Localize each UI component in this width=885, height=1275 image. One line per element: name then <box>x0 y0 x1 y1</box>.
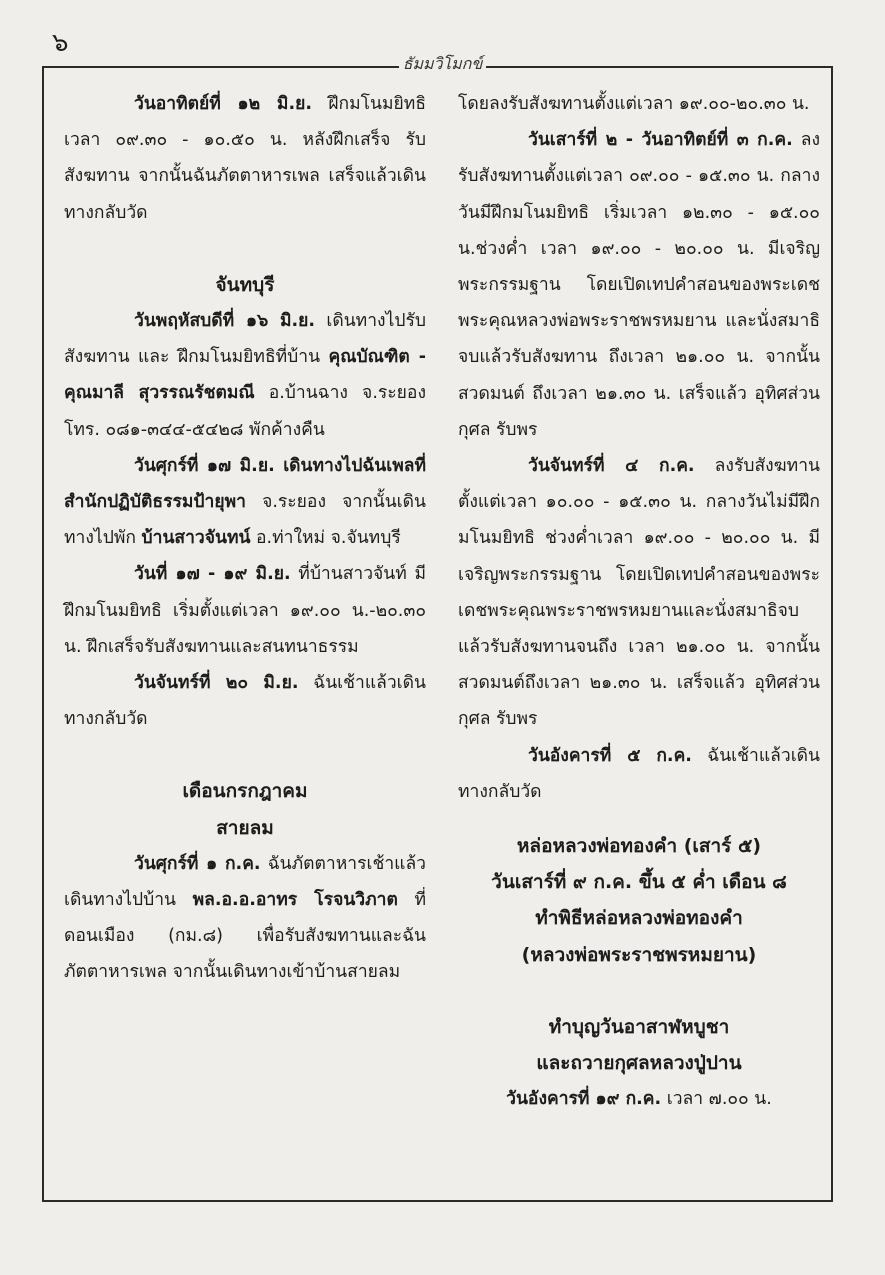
merit-subheading: และถวายกุศลหลวงปู่ปาน <box>536 1052 742 1075</box>
body-text: ฝึกมโนมยิทธิ เวลา ๐๙.๓๐ - ๑๐.๕๐ น. หลังฝึกเสร็จ รับสังฆทาน จากนั้นฉันภัตตาหารเพล เสร็จแล้วเดินทางกลับวัด <box>64 94 426 223</box>
running-header <box>0 52 885 77</box>
ceremony-heading: หล่อหลวงพ่อทองคำ (เสาร์ ๕) <box>516 835 762 858</box>
date-label: วันศุกร์ที่ ๑ ก.ค. <box>134 853 261 874</box>
header-title: ธัมมวิโมกข์ <box>399 54 487 73</box>
paragraph <box>458 86 820 122</box>
paragraph <box>64 86 426 231</box>
date-label: วันจันทร์ที่ ๒๐ มิ.ย. <box>134 673 299 694</box>
left-column <box>64 86 426 991</box>
merit-date <box>458 1081 820 1117</box>
date-label: วันพฤหัสบดีที่ ๑๖ มิ.ย. <box>134 311 316 332</box>
body-text: ลงรับสังฆทานตั้งแต่เวลา ๐๙.๐๐ - ๑๕.๓๐ น. กลางวันมีฝึกมโนมยิทธิ เริ่มเวลา ๑๒.๓๐ - ๑๕.๐๐ น.ช่วงค่ำ เวลา ๑๙.๐๐ - ๒๐.๐๐ น. มีเจริญพระกรรมฐาน โดยเปิดเทปคำสอนของพระเดชพระคุณหลวงพ่อพระราชพรหมยาน และนั่งสมาธิจบแล้วรับสังฆทาน ถึงเวลา ๒๑.๐๐ น. จากนั้น สวดมนต์ ถึงเวลา ๒๑.๓๐ น. เสร็จแล้ว อุทิศส่วนกุศล รับพร <box>458 130 820 440</box>
place-name: บ้านสาวจันทน์ <box>141 528 251 549</box>
merit-heading: ทำบุญวันอาสาฬหบูชา <box>548 1015 730 1038</box>
date-label: วันศุกร์ที่ ๑๗ มิ.ย. เดินทางไปฉันเพลที่สำนักปฏิบัติธรรมป้ายุพา <box>64 455 426 513</box>
right-column <box>458 86 820 1117</box>
paragraph <box>64 846 426 991</box>
paragraph <box>458 448 820 738</box>
ceremony-title: ทำพิธีหล่อหลวงพ่อทองคำ <box>535 907 743 930</box>
ceremony-date: วันเสาร์ที่ ๙ ก.ค. ขึ้น ๕ ค่ำ เดือน ๘ <box>491 871 787 894</box>
section-heading-chanthaburi: จันทบุรี <box>215 273 275 296</box>
body-text: เวลา ๗.๐๐ น. <box>661 1089 772 1110</box>
paragraph <box>458 122 820 448</box>
paragraph <box>64 556 426 665</box>
body-text: ที่ดอนเมือง (กม.๘) เพื่อรับสังฆทานและฉันภัตตาหารเพล จากนั้นเดินทางเข้าบ้านสายลม <box>64 890 426 983</box>
body-text: ฉันเช้าแล้วเดินทางกลับวัด <box>458 745 820 802</box>
paragraph <box>458 738 820 810</box>
paragraph <box>64 448 426 557</box>
body-text: ลงรับสังฆทาน ตั้งแต่เวลา ๑๐.๐๐ - ๑๕.๓๐ น. กลางวันไม่มีฝึกมโนมยิทธิ ช่วงค่ำเวลา ๑๙.๐๐ - ๒๐.๐๐ น. มีเจริญพระกรรมฐาน โดยเปิดเทปคำสอนของพระเดชพระคุณพระราชพรหมยานและนั่งสมาธิจบแล้วรับสังฆทานจนถึง เวลา ๒๑.๐๐ น. จากนั้นสวดมนต์ถึงเวลา ๒๑.๓๐ น. เสร็จแล้ว อุทิศส่วนกุศล รับพร <box>458 456 820 730</box>
body-text: ฉันเช้าแล้วเดินทางกลับวัด <box>64 673 426 730</box>
body-text: ฉันภัตตาหารเช้าแล้ว เดินทางไปบ้าน <box>64 853 426 911</box>
body-text: โดยลงรับสังฆทานตั้งแต่เวลา ๑๙.๐๐-๒๐.๓๐ น. <box>458 94 810 114</box>
section-heading-month: เดือนกรกฎาคม <box>182 780 308 803</box>
paragraph <box>64 303 426 448</box>
host-name: พล.อ.อ.อาทร โรจนวิภาต <box>192 890 398 911</box>
date-label: วันอังคารที่ ๑๙ ก.ค. <box>506 1089 662 1110</box>
date-label: วันเสาร์ที่ ๒ - วันอาทิตย์ที่ ๓ ก.ค. <box>528 130 793 151</box>
date-label: วันอังคารที่ ๕ ก.ค. <box>528 745 692 766</box>
body-text: อ.ท่าใหม่ จ.จันทบุรี <box>250 528 401 549</box>
date-label: วันที่ ๑๗ - ๑๙ มิ.ย. <box>134 564 291 585</box>
body-text: เดินทางไปรับสังฆทาน และ ฝึกมโนมยิทธิที่บ้าน <box>64 311 426 368</box>
section-heading-saylom: สายลม <box>216 816 274 839</box>
date-label: วันอาทิตย์ที่ ๑๒ มิ.ย. <box>134 94 313 114</box>
paragraph <box>64 665 426 737</box>
body-text: ที่บ้านสาวจันท์ มีฝึกมโนมยิทธิ เริ่มตั้งแต่เวลา ๑๙.๐๐ น.-๒๐.๓๐ น. ฝึกเสร็จรับสังฆทานและสนทนาธรรม <box>64 564 426 657</box>
body-text: อ.บ้านฉาง จ.ระยอง โทร. ๐๘๑-๓๔๔-๕๔๒๘ พักค้างคืน <box>64 383 426 440</box>
host-name: คุณบัณฑิต - คุณมาลี สุวรรณรัชตมณี <box>64 347 426 404</box>
ceremony-subtitle: (หลวงพ่อพระราชพรหมยาน) <box>521 943 757 966</box>
page-number: ๖ <box>52 28 69 58</box>
date-label: วันจันทร์ที่ ๔ ก.ค. <box>528 456 695 477</box>
body-text: จ.ระยอง จากนั้นเดินทางไปพัก <box>64 492 426 549</box>
